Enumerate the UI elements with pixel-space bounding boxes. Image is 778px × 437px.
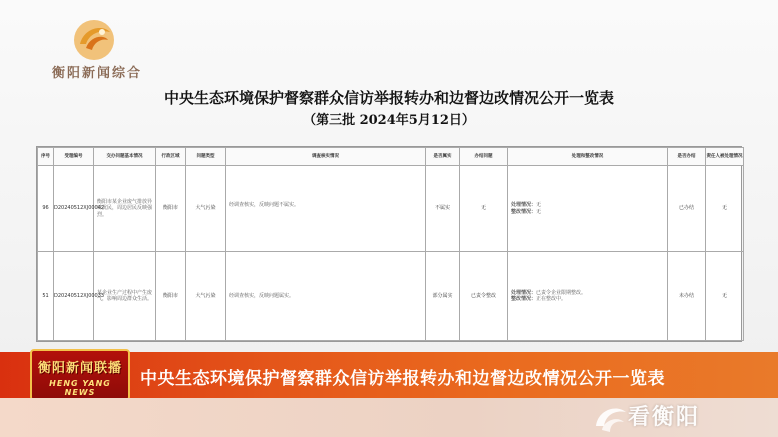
cell-result (508, 166, 668, 252)
cell-verified: 部分属实 (426, 252, 460, 341)
cell-type: 大气污染 (186, 252, 226, 341)
cell-no: 51 (38, 252, 54, 341)
table-row (38, 166, 744, 252)
news-program-logo (30, 349, 130, 401)
table-header-row (38, 148, 744, 166)
cell-verified: 不属实 (426, 166, 460, 252)
cell-detail (226, 166, 426, 252)
cell-type: 大气污染 (186, 166, 226, 252)
cell-detail: 经调查核实，反映问题属实。 (226, 252, 426, 341)
cell-region: 衡阳市 (156, 252, 186, 341)
station-logo-text: 衡阳新闻综合 (51, 66, 142, 81)
col-header: 办结问题 (460, 148, 508, 166)
col-header: 责任人被处理情况 (706, 148, 744, 166)
cell-done: 已办结 (668, 166, 706, 252)
cell-result (508, 252, 668, 341)
cell-detail-text: 经调查核实，反映问题不属实。 (229, 202, 300, 209)
watermark-icon (590, 396, 630, 436)
cell-accountability: 无 (706, 252, 744, 341)
col-header: 处理和整改情况 (508, 148, 668, 166)
banner-headline: 中央生态环境保护督察群众信访举报转办和边督边改情况公开一览表 (140, 369, 665, 389)
cell-no: 96 (38, 166, 54, 252)
result-value: 无 (536, 202, 542, 209)
news-program-logo-en: HENG YANG NEWS (49, 379, 111, 397)
col-header: 行政区域 (156, 148, 186, 166)
result-value: 已责令企业限期整改。 (536, 289, 587, 296)
document-title: 中央生态环境保护督察群众信访举报转办和边督边改情况公开一览表 (163, 89, 614, 107)
disclosure-table (36, 146, 742, 342)
cell-id: D20240512XJ00033 (54, 252, 94, 341)
cell-problem: 衡阳市某企业废气排放异味扰民，周边居民反映强烈。 (94, 166, 156, 252)
col-header: 序号 (38, 148, 54, 166)
result-label: 整改情况： (511, 296, 537, 302)
document-subtitle: （第三批 2024年5月12日） (303, 113, 475, 128)
cell-problem: 某企业生产过程中产生废气，影响周边群众生活。 (94, 252, 156, 341)
cell-done: 未办结 (668, 252, 706, 341)
col-header: 调查核实情况 (226, 148, 426, 166)
result-label: 处理情况： (511, 202, 537, 209)
result-label: 处理情况： (511, 289, 537, 296)
cell-region: 衡阳市 (156, 166, 186, 252)
col-header: 问题类型 (186, 148, 226, 166)
col-header: 是否属实 (426, 148, 460, 166)
cell-detail-filler (229, 209, 422, 215)
result-value: 正在整改中。 (536, 296, 567, 302)
result-label: 整改情况： (511, 208, 537, 215)
table-row (38, 252, 744, 341)
cell-closed: 已责令整改 (460, 252, 508, 341)
news-program-logo-cn: 衡阳新闻联播 (37, 361, 122, 376)
watermark-text: 看衡阳 (628, 405, 701, 430)
col-header: 交办问题基本情况 (94, 148, 156, 166)
station-logo-icon (72, 18, 116, 62)
col-header: 是否办结 (668, 148, 706, 166)
col-header: 受理编号 (54, 148, 94, 166)
result-value: 无 (536, 208, 542, 215)
cell-accountability: 无 (706, 166, 744, 252)
cell-id: D20240512XJ00042 (54, 166, 94, 252)
station-logo (42, 18, 152, 84)
cell-closed: 无 (460, 166, 508, 252)
